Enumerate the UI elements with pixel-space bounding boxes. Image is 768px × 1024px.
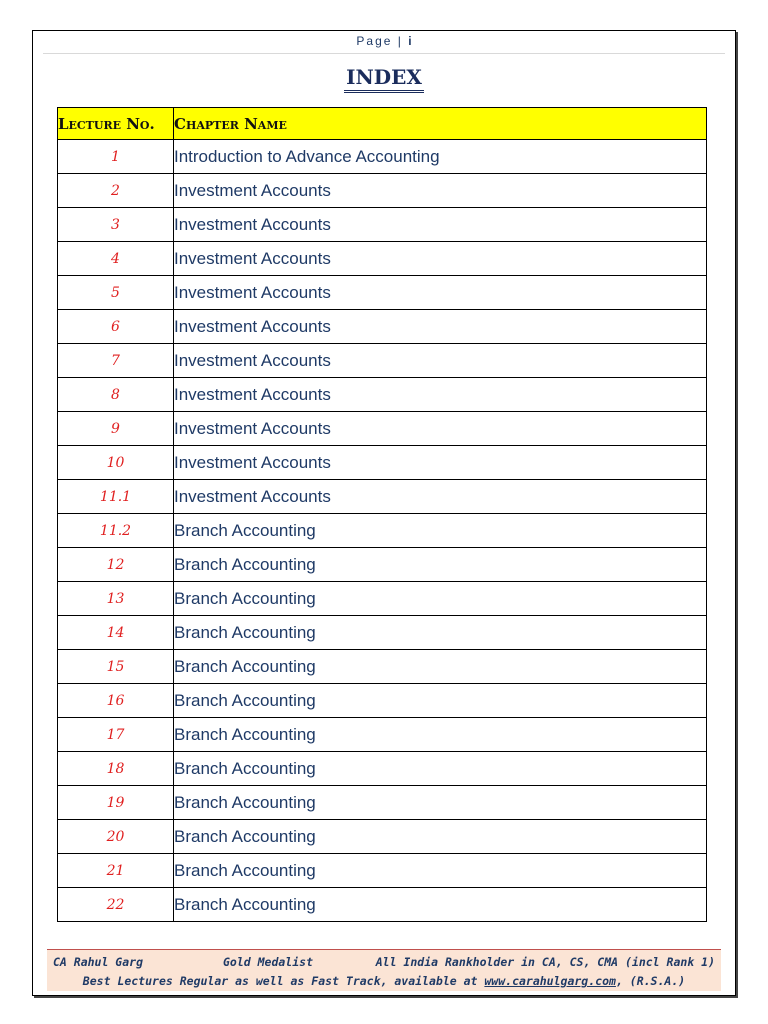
chapter-name-cell: Branch Accounting [174, 548, 707, 582]
footer-line2-suffix: , (R.S.A.) [615, 974, 686, 988]
table-row [58, 582, 707, 616]
chapter-name-cell: Branch Accounting [174, 514, 707, 548]
chapter-name-cell: Investment Accounts [174, 446, 707, 480]
table-row [58, 854, 707, 888]
table-row [58, 242, 707, 276]
footer-website-link[interactable]: www.carahulgarg.com [484, 974, 616, 988]
footer [47, 949, 721, 991]
table-row [58, 208, 707, 242]
table-row [58, 888, 707, 922]
chapter-name-cell: Branch Accounting [174, 616, 707, 650]
chapter-name-cell: Investment Accounts [174, 480, 707, 514]
table-row [58, 378, 707, 412]
table-body [58, 140, 707, 922]
footer-author: CA Rahul Garg [53, 955, 144, 969]
lecture-number-cell: 14 [58, 616, 174, 650]
lecture-number-cell: 11.1 [58, 480, 174, 514]
chapter-name-cell: Branch Accounting [174, 684, 707, 718]
chapter-name-cell: Investment Accounts [174, 344, 707, 378]
lecture-number-cell: 6 [58, 310, 174, 344]
footer-line-1 [53, 955, 715, 969]
chapter-name-cell: Investment Accounts [174, 242, 707, 276]
lecture-number-cell: 20 [58, 820, 174, 854]
footer-rank: All India Rankholder in CA, CS, CMA (incl Rank 1) [375, 955, 715, 969]
table-row [58, 514, 707, 548]
header-rule [43, 53, 725, 54]
chapter-name-cell: Investment Accounts [174, 378, 707, 412]
table-row [58, 412, 707, 446]
lecture-number-cell: 7 [58, 344, 174, 378]
chapter-name-cell: Investment Accounts [174, 208, 707, 242]
chapter-name-cell: Investment Accounts [174, 310, 707, 344]
table-row [58, 344, 707, 378]
table-row [58, 446, 707, 480]
table-row [58, 276, 707, 310]
chapter-name-cell: Branch Accounting [174, 752, 707, 786]
table-row [58, 616, 707, 650]
column-header-lecture: Lecture No. [58, 108, 174, 140]
page-title [33, 65, 735, 89]
chapter-name-cell: Investment Accounts [174, 174, 707, 208]
lecture-number-cell: 13 [58, 582, 174, 616]
table-row [58, 786, 707, 820]
table-row [58, 684, 707, 718]
lecture-number-cell: 21 [58, 854, 174, 888]
table-row [58, 174, 707, 208]
page [32, 30, 736, 996]
table-row [58, 718, 707, 752]
table-row [58, 752, 707, 786]
lecture-number-cell: 17 [58, 718, 174, 752]
lecture-number-cell: 15 [58, 650, 174, 684]
lecture-number-cell: 5 [58, 276, 174, 310]
table-row [58, 140, 707, 174]
page-label: Page | [356, 34, 403, 48]
lecture-number-cell: 4 [58, 242, 174, 276]
chapter-name-cell: Investment Accounts [174, 412, 707, 446]
chapter-name-cell: Branch Accounting [174, 718, 707, 752]
lecture-number-cell: 11.2 [58, 514, 174, 548]
column-header-chapter: Chapter Name [174, 108, 707, 140]
chapter-name-cell: Branch Accounting [174, 650, 707, 684]
chapter-name-cell: Branch Accounting [174, 820, 707, 854]
footer-line-2 [47, 974, 721, 988]
chapter-name-cell: Introduction to Advance Accounting [174, 140, 707, 174]
lecture-number-cell: 16 [58, 684, 174, 718]
lecture-number-cell: 19 [58, 786, 174, 820]
lecture-number-cell: 2 [58, 174, 174, 208]
table-row [58, 548, 707, 582]
chapter-name-cell: Branch Accounting [174, 582, 707, 616]
page-number: i [408, 34, 412, 48]
chapter-name-cell: Branch Accounting [174, 854, 707, 888]
footer-line2-prefix: Best Lectures Regular as well as Fast Track, available at [82, 974, 485, 988]
chapter-name-cell: Branch Accounting [174, 888, 707, 922]
lecture-number-cell: 12 [58, 548, 174, 582]
table-row [58, 310, 707, 344]
lecture-number-cell: 18 [58, 752, 174, 786]
lecture-number-cell: 9 [58, 412, 174, 446]
lecture-number-cell: 22 [58, 888, 174, 922]
table-row [58, 650, 707, 684]
lecture-number-cell: 8 [58, 378, 174, 412]
table-header-row [58, 108, 707, 140]
lecture-number-cell: 3 [58, 208, 174, 242]
page-header [33, 34, 735, 48]
chapter-name-cell: Investment Accounts [174, 276, 707, 310]
page-title-text: INDEX [344, 65, 424, 93]
lecture-number-cell: 10 [58, 446, 174, 480]
index-table [57, 107, 707, 922]
chapter-name-cell: Branch Accounting [174, 786, 707, 820]
table-row [58, 480, 707, 514]
footer-medal: Gold Medalist [223, 955, 314, 969]
lecture-number-cell: 1 [58, 140, 174, 174]
table-row [58, 820, 707, 854]
